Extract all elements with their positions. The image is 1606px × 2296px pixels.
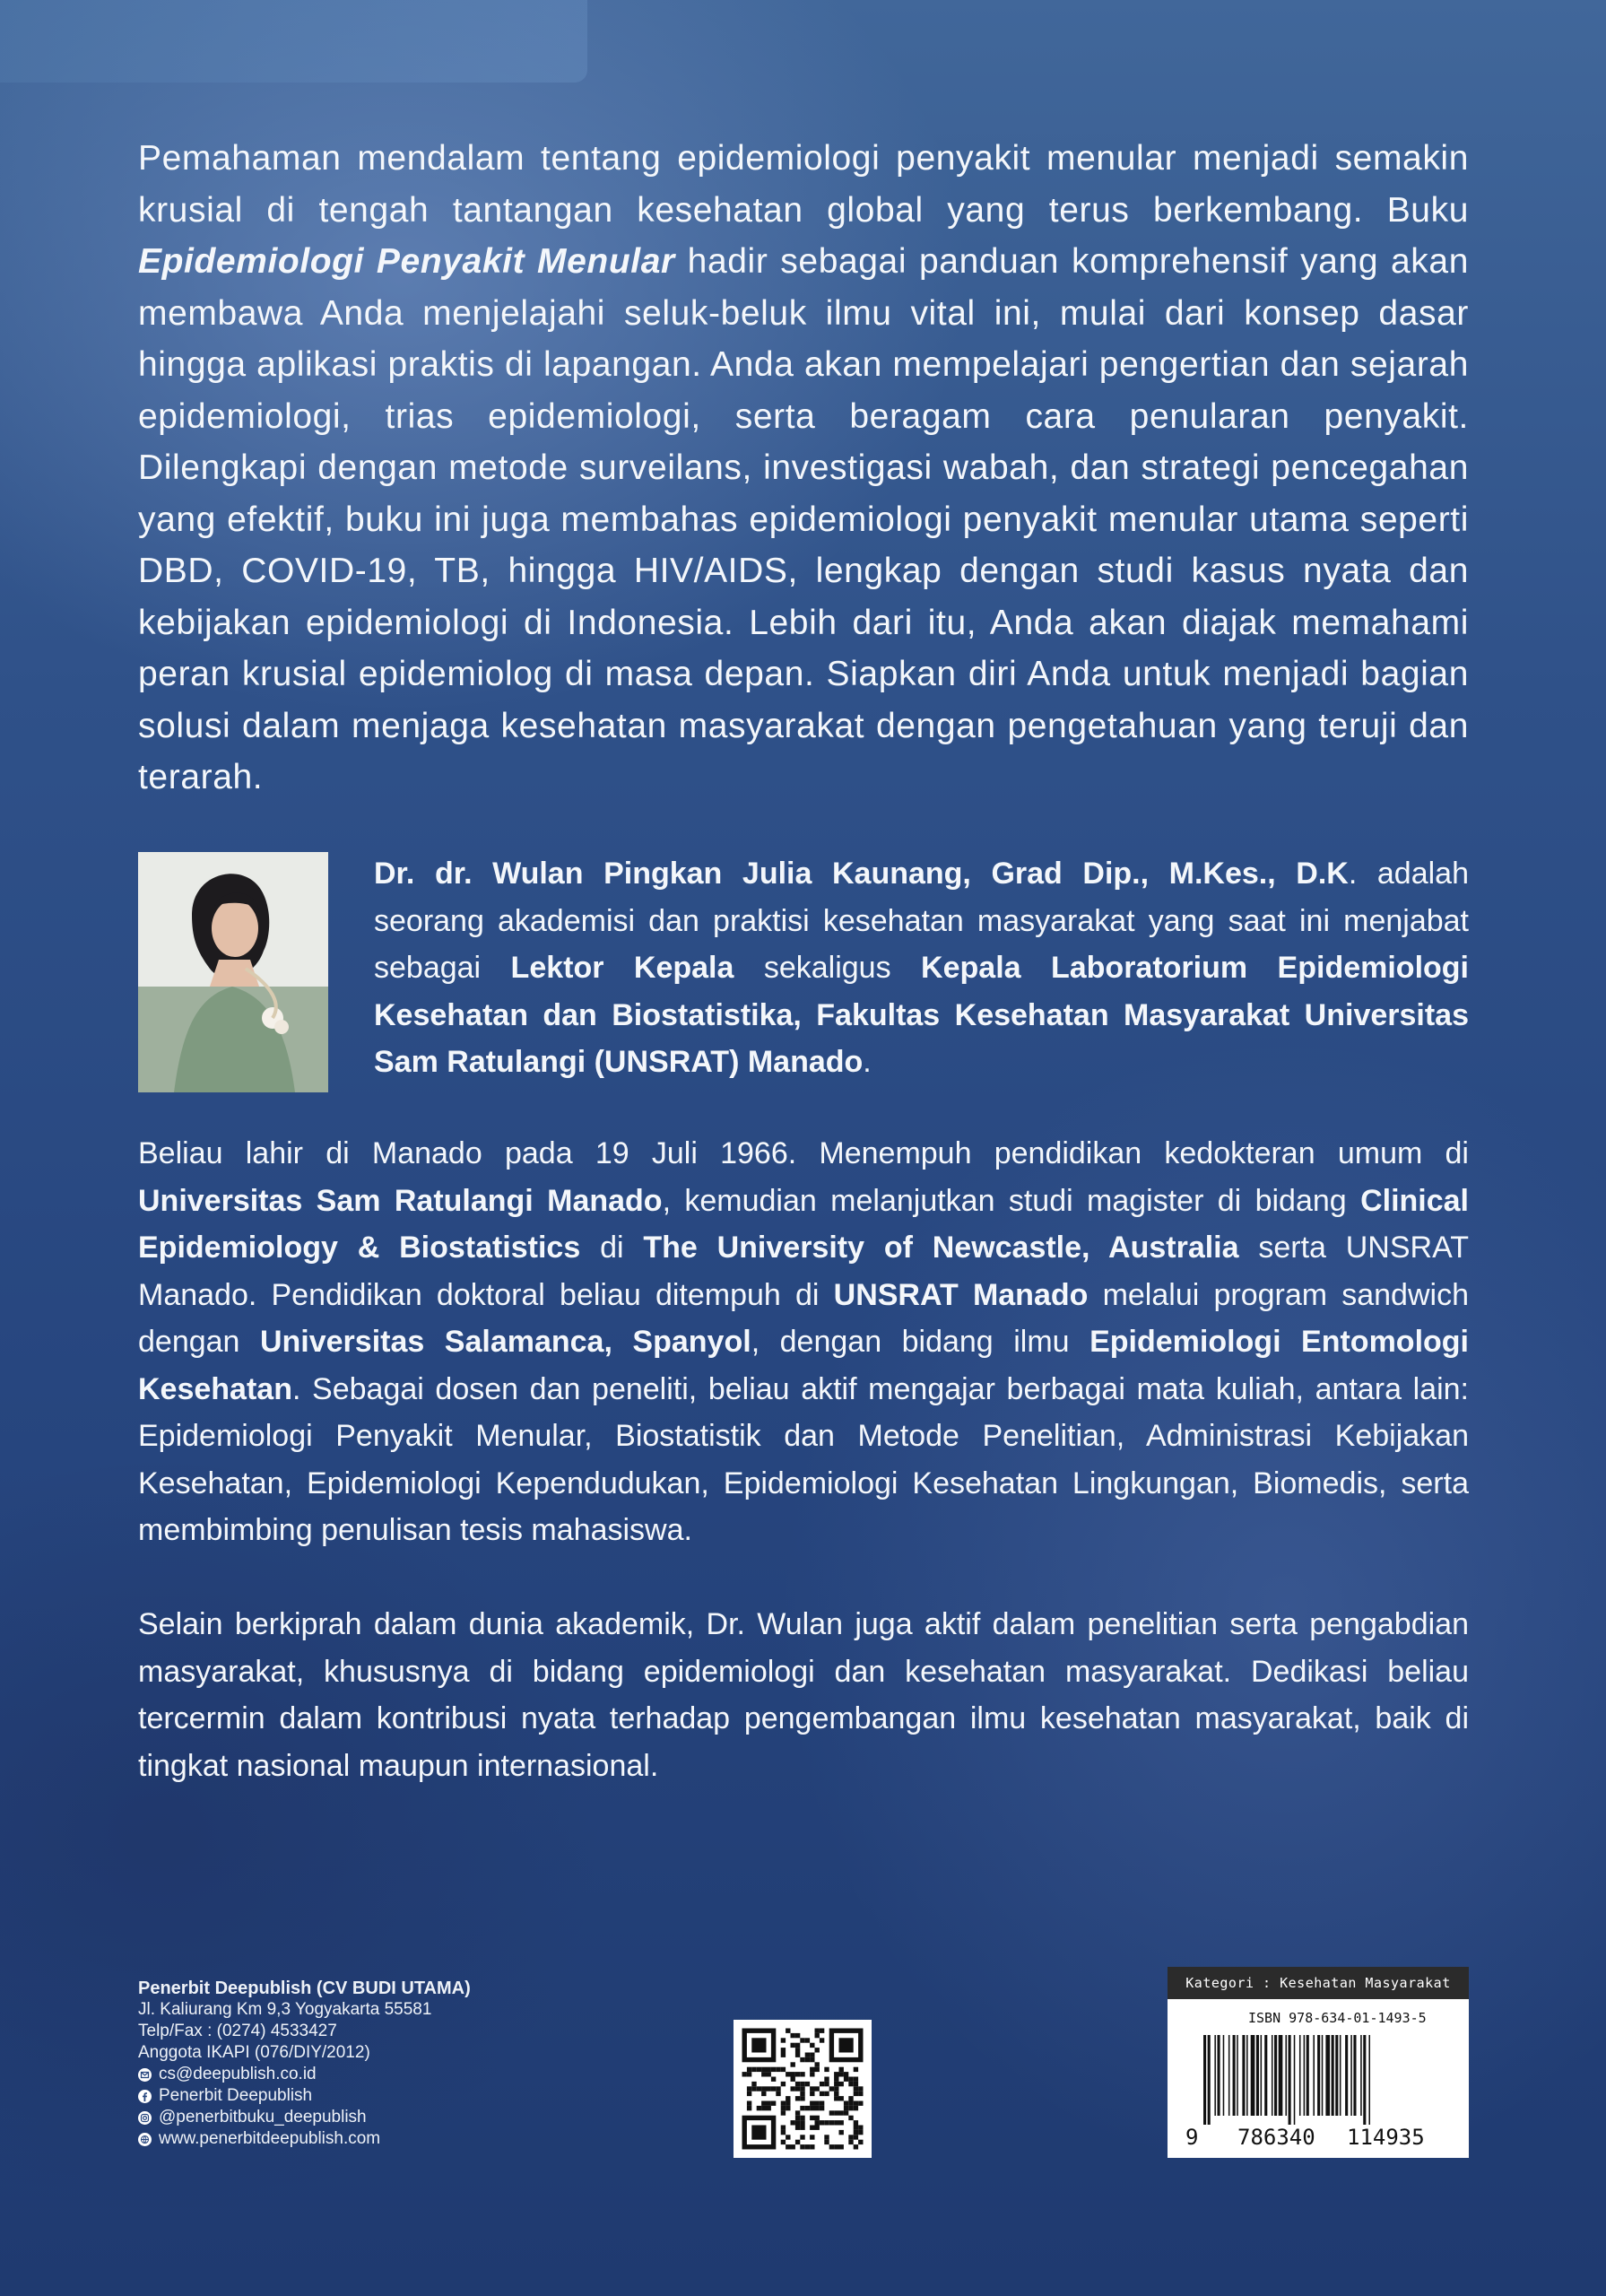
barcode-digits-left: 786340	[1237, 2125, 1315, 2150]
publisher-instagram-text: @penerbitbuku_deepublish	[159, 2108, 367, 2126]
barcode-bar	[1218, 2035, 1220, 2116]
barcode-bar	[1317, 2035, 1320, 2116]
web-icon	[138, 2133, 152, 2146]
publisher-website-text: www.penerbitdeepublish.com	[159, 2129, 381, 2148]
barcode-bar	[1208, 2035, 1211, 2125]
edu-text-7: . Sebagai dosen dan peneliti, beliau aktif mengajar berbagai mata kuliah, antara lain: Epidemiologi Penyakit Menular, Biostatistik dan Metode Penelitian, Administrasi Kebijakan Kesehatan, Epidemiologi Kependudukan, Epidemiologi Kesehatan Lingkungan, Biomedis, serta membimbing penulisan tesis mahasiswa.	[138, 1371, 1469, 1547]
publisher-name: Penerbit Deepublish (CV BUDI UTAMA)	[138, 1979, 471, 1998]
barcode-bar	[1289, 2035, 1291, 2125]
publisher-email[interactable]	[138, 2064, 586, 2085]
isbn-number: ISBN 978-634-01-1493-5	[1248, 2010, 1427, 2026]
barcode-bar	[1335, 2035, 1338, 2116]
author-photo	[138, 852, 328, 1092]
publisher-facebook[interactable]	[138, 2085, 586, 2107]
barcode-bar	[1233, 2035, 1236, 2116]
barcode-bar	[1304, 2035, 1306, 2116]
edu-bold-4: UNSRAT Manado	[833, 1277, 1089, 1312]
barcode-bar	[1203, 2035, 1206, 2125]
barcode-bar	[1340, 2035, 1341, 2116]
isbn-barcode-box	[1168, 1967, 1469, 2158]
barcode-bar	[1332, 2035, 1334, 2116]
barcode-bar	[1279, 2035, 1283, 2116]
barcode-bar	[1322, 2035, 1324, 2116]
publisher-email-text: cs@deepublish.co.id	[159, 2065, 317, 2083]
barcode-bar	[1294, 2035, 1296, 2125]
publisher-member: Anggota IKAPI (076/DIY/2012)	[138, 2043, 370, 2062]
barcode-digits-right: 114935	[1347, 2125, 1425, 2150]
author-intro-text-a: . adalah seorang akademisi dan praktisi kesehatan masyarakat yang saat ini menjabat sebagai	[374, 857, 1469, 985]
blurb-text-2: hadir sebagai panduan komprehensif yang akan membawa Anda menjelajahi seluk-beluk ilmu vital ini, mulai dari konsep dasar hingga aplikasi praktis di lapangan. Anda akan mempelajari pengertian dan sejarah epidemiologi, trias epidemiologi, serta beragam cara penularan penyakit. Dilengkapi dengan metode surveilans, investigasi wabah, dan strategi pencegahan yang efektif, buku ini juga membahas epidemiologi penyakit menular utama seperti DBD, COVID-19, TB, hingga HIV/AIDS, lengkap dengan studi kasus nyata dan kebijakan epidemiologi di Indonesia. Lebih dari itu, Anda akan diajak memahami peran krusial epidemiolog di masa depan. Siapkan diri Anda untuk menjadi bagian solusi dalam menjaga kesehatan masyarakat dengan pengetahuan yang teruji dan terarah.	[138, 242, 1469, 796]
edu-bold-6: Epidemiologi Entomologi Kesehatan	[138, 1325, 1470, 1406]
barcode-bar	[1256, 2035, 1259, 2116]
qr-code-graphic	[734, 2020, 872, 2158]
barcode-bar	[1214, 2035, 1216, 2116]
barcode-bar	[1368, 2035, 1370, 2125]
barcode-bar	[1228, 2035, 1230, 2116]
publisher-facebook-text: Penerbit Deepublish	[159, 2086, 313, 2105]
barcode-bar	[1261, 2035, 1263, 2116]
barcode-lead-digit: 9	[1185, 2125, 1199, 2150]
barcode-bar	[1350, 2035, 1352, 2116]
publisher-instagram[interactable]	[138, 2107, 586, 2128]
barcode	[1203, 2035, 1437, 2125]
qr-code[interactable]	[734, 2020, 872, 2158]
top-banner-tab	[0, 0, 587, 83]
author-intro-text-c: .	[863, 1045, 872, 1079]
edu-bold-5: Universitas Salamanca, Spanyol	[259, 1325, 751, 1359]
edu-bold-3: The University of Newcastle, Australia	[643, 1231, 1239, 1265]
author-activities: Selain berkiprah dalam dunia akademik, Dr. Wulan juga aktif dalam penelitian serta pengabdian masyarakat, khususnya di bidang epidemiologi dan kesehatan masyarakat. Dedikasi beliau tercermin dalam kontribusi nyata terhadap pengembangan ilmu kesehatan masyarakat, baik di tingkat nasional maupun internasional.	[138, 1607, 1469, 1783]
barcode-bar	[1353, 2035, 1356, 2116]
book-title: Epidemiologi Penyakit Menular	[138, 242, 675, 281]
facebook-icon	[138, 2090, 152, 2103]
barcode-bar	[1272, 2035, 1273, 2116]
publisher-phone: Telp/Fax : (0274) 4533427	[138, 2022, 337, 2040]
barcode-bar	[1237, 2035, 1238, 2116]
edu-bold-1: Universitas Sam Ratulangi Manado	[138, 1183, 663, 1218]
blurb-text-1: Pemahaman mendalam tentang epidemiologi penyakit menular menjadi semakin krusial di tengah tantangan kesehatan global yang terus berkembang. Buku	[138, 139, 1469, 230]
author-education	[138, 1130, 1469, 1554]
edu-text-5: melalui program sandwich dengan	[138, 1277, 1469, 1359]
barcode-bar	[1285, 2035, 1287, 2116]
barcode-bar	[1251, 2035, 1255, 2116]
author-position-1: Lektor Kepala	[510, 951, 734, 985]
barcode-bar	[1299, 2035, 1301, 2116]
instagram-icon	[138, 2111, 152, 2125]
edu-text-6: , dengan bidang ilmu	[751, 1325, 1090, 1359]
barcode-bar	[1313, 2035, 1315, 2116]
author-position-2: Kepala Laboratorium Epidemiologi Kesehatan dan Biostatistika, Fakultas Kesehatan Masyarakat Universitas Sam Ratulangi (UNSRAT) Manado	[374, 951, 1470, 1079]
edu-text-3: di	[580, 1231, 644, 1265]
book-category: Kategori : Kesehatan Masyarakat	[1168, 1967, 1469, 1999]
edu-text-1: Beliau lahir di Manado pada 19 Juli 1966. Menempuh pendidikan kedokteran umum di	[138, 1136, 1469, 1170]
publisher-address: Jl. Kaliurang Km 9,3 Yogyakarta 55581	[138, 2000, 432, 2019]
email-icon	[138, 2068, 152, 2082]
barcode-bar	[1345, 2035, 1348, 2116]
publisher-info	[138, 1978, 586, 2150]
book-blurb	[138, 133, 1469, 804]
barcode-bar	[1274, 2035, 1277, 2116]
barcode-bar	[1325, 2035, 1330, 2116]
publisher-website[interactable]	[138, 2128, 586, 2150]
author-intro-text-b: sekaligus	[734, 951, 922, 985]
barcode-bar	[1307, 2035, 1309, 2116]
edu-text-2: , kemudian melanjutkan studi magister di bidang	[662, 1183, 1361, 1218]
barcode-bar	[1264, 2035, 1267, 2116]
barcode-bar	[1242, 2035, 1245, 2116]
author-name: Dr. dr. Wulan Pingkan Julia Kaunang, Grad Dip., M.Kes., D.K	[374, 857, 1349, 891]
edu-bold-2: Clinical Epidemiology & Biostatistics	[138, 1183, 1469, 1265]
edu-text-4: serta UNSRAT Manado. Pendidikan doktoral beliau ditempuh di	[138, 1231, 1470, 1312]
barcode-bar	[1246, 2035, 1248, 2116]
barcode-bar	[1223, 2035, 1225, 2116]
barcode-bar	[1363, 2035, 1366, 2125]
barcode-bar	[1360, 2035, 1362, 2116]
author-intro	[374, 850, 1469, 1086]
